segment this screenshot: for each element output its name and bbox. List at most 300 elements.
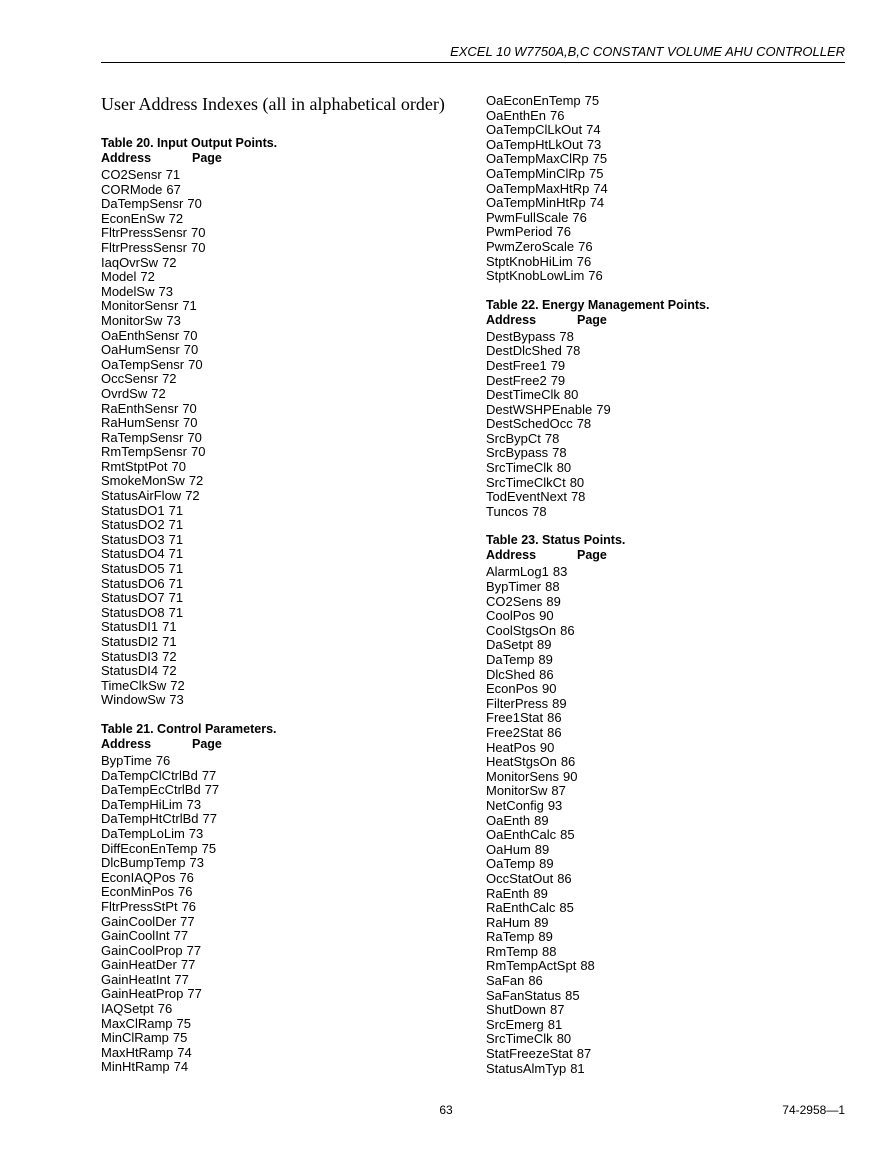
index-entry xyxy=(101,416,451,431)
table-title: Table 20. Input Output Points. xyxy=(101,136,278,150)
entry-address: DestTimeClk xyxy=(486,387,560,403)
entry-address: RaEnthSensr xyxy=(101,400,179,416)
table-header xyxy=(486,548,846,563)
entry-address: IAQSetpt xyxy=(101,1001,154,1017)
index-entry xyxy=(486,638,846,653)
index-entry xyxy=(101,168,451,183)
index-entry xyxy=(486,784,846,799)
index-entry xyxy=(486,1018,846,1033)
table-header xyxy=(101,151,451,166)
entry-address: SrcEmerg xyxy=(486,1016,544,1032)
entry-page: 77 xyxy=(201,767,217,783)
left-column xyxy=(101,136,451,1089)
index-entry xyxy=(101,987,451,1002)
entry-address: MinHtRamp xyxy=(101,1059,170,1075)
index-entry xyxy=(101,343,451,358)
index-entry xyxy=(486,1003,846,1018)
index-entry xyxy=(486,565,846,580)
index-entry xyxy=(486,814,846,829)
entry-page: 70 xyxy=(182,400,197,416)
entry-page: 90 xyxy=(539,608,554,624)
entry-address: DaTempHiLim xyxy=(101,796,183,812)
entry-address: StatusAlmTyp xyxy=(486,1060,567,1076)
index-entry xyxy=(101,1017,451,1032)
index-entry xyxy=(486,624,846,639)
entry-address: CoolStgsOn xyxy=(486,622,557,638)
entry-address: RaEnthCalc xyxy=(486,900,556,916)
entry-page: 76 xyxy=(177,884,193,900)
entry-page: 70 xyxy=(183,342,199,358)
entry-page: 71 xyxy=(168,546,184,562)
page-column-header: Page xyxy=(577,548,607,563)
index-entry xyxy=(486,770,846,785)
index-entry xyxy=(101,387,451,402)
entry-address: OaTempMinHtRp xyxy=(486,195,586,211)
entry-page: 75 xyxy=(201,840,217,856)
entry-page: 70 xyxy=(190,239,206,255)
index-entry xyxy=(101,1060,451,1075)
index-entry xyxy=(486,330,846,345)
entry-address: IaqOvrSw xyxy=(101,254,159,270)
index-entry xyxy=(101,474,451,489)
entry-page: 74 xyxy=(589,195,605,211)
entry-address: SrcBypass xyxy=(486,445,549,461)
entry-address: GainHeatDer xyxy=(101,957,177,973)
entry-page: 89 xyxy=(538,652,553,667)
entry-page: 87 xyxy=(549,1002,565,1018)
entry-address: NetConfig xyxy=(486,797,544,813)
entry-address: PwmFullScale xyxy=(486,209,569,225)
entry-address: TodEventNext xyxy=(486,489,567,505)
entry-address: RmTempSensr xyxy=(101,444,187,460)
entry-address: GainCoolDer xyxy=(101,913,177,929)
index-entry xyxy=(101,372,451,387)
entry-address: MinClRamp xyxy=(101,1030,169,1046)
index-entry xyxy=(486,476,846,491)
entry-address: StatusDO5 xyxy=(101,561,165,577)
index-entry xyxy=(486,461,846,476)
entry-address: OaEconEnTemp xyxy=(486,93,581,108)
entry-address: HeatPos xyxy=(486,739,536,755)
index-entry xyxy=(486,432,846,447)
entry-address: DaTempEcCtrlBd xyxy=(101,782,201,798)
entry-address: StatusDO4 xyxy=(101,546,165,562)
index-entry xyxy=(101,679,451,694)
index-entry xyxy=(486,505,846,520)
entry-page: 79 xyxy=(550,357,566,373)
index-entry xyxy=(486,446,846,461)
table-22 xyxy=(486,298,846,520)
entry-page: 75 xyxy=(592,151,608,167)
index-entry xyxy=(486,240,846,255)
index-entry xyxy=(101,754,451,769)
entry-page: 80 xyxy=(563,387,579,403)
table-20 xyxy=(101,136,451,708)
entry-address: SaFanStatus xyxy=(486,987,562,1003)
index-entry xyxy=(101,197,451,212)
entry-page: 75 xyxy=(588,165,604,181)
index-entry xyxy=(486,490,846,505)
entry-address: StatusDO6 xyxy=(101,575,165,591)
entry-page: 90 xyxy=(562,768,578,784)
entry-address: BypTimer xyxy=(486,579,542,595)
index-entry xyxy=(101,664,451,679)
entry-page: 76 xyxy=(556,224,571,240)
document-number: 74-2958—1 xyxy=(782,1103,845,1117)
index-entry xyxy=(486,167,846,182)
entry-page: 79 xyxy=(596,401,611,417)
entry-address: DaTempLoLim xyxy=(101,825,185,841)
index-entry xyxy=(101,460,451,475)
entry-address: OaEnthEn xyxy=(486,107,546,123)
entry-page: 87 xyxy=(576,1046,592,1062)
entry-page: 78 xyxy=(544,430,560,446)
entry-address: OccSensr xyxy=(101,371,159,387)
index-entry xyxy=(486,211,846,226)
index-entry xyxy=(486,697,846,712)
index-entry xyxy=(486,388,846,403)
index-entry xyxy=(101,798,451,813)
entry-address: CO2Sens xyxy=(486,593,543,609)
index-entry xyxy=(101,693,451,708)
entry-address: StatusDI2 xyxy=(101,634,159,649)
entry-page: 76 xyxy=(181,898,197,914)
index-entry xyxy=(486,857,846,872)
entry-page: 76 xyxy=(550,107,565,123)
entry-page: 86 xyxy=(547,724,562,740)
index-entry xyxy=(486,182,846,197)
entry-address: HeatStgsOn xyxy=(486,754,557,770)
entry-page: 86 xyxy=(560,622,575,638)
entry-page: 89 xyxy=(539,856,554,872)
entry-page: 71 xyxy=(168,517,184,533)
entry-address: ModelSw xyxy=(101,283,155,299)
entry-page: 70 xyxy=(183,327,198,343)
entry-address: StatusDI1 xyxy=(101,619,159,635)
running-header: EXCEL 10 W7750A,B,C CONSTANT VOLUME AHU CONTROLLER xyxy=(101,44,845,63)
entry-address: Tuncos xyxy=(486,503,529,519)
entry-address: Free1Stat xyxy=(486,710,544,726)
entry-address: CO2Sensr xyxy=(101,167,162,182)
entry-address: RmTempActSpt xyxy=(486,958,577,974)
entry-page: 73 xyxy=(166,312,181,328)
entry-page: 72 xyxy=(162,663,177,679)
index-entry xyxy=(486,1032,846,1047)
entry-page: 71 xyxy=(168,531,184,547)
index-entry xyxy=(486,1062,846,1077)
entry-page: 87 xyxy=(551,783,566,799)
entry-address: StatusDO8 xyxy=(101,604,165,620)
entry-page: 88 xyxy=(545,579,560,595)
entry-address: SrcTimeClk xyxy=(486,1031,553,1047)
entry-page: 78 xyxy=(559,328,574,344)
index-entry xyxy=(101,606,451,621)
entry-page: 80 xyxy=(569,474,585,490)
entry-address: OaTemp xyxy=(486,856,536,872)
index-entry xyxy=(101,900,451,915)
entry-address: OaEnthCalc xyxy=(486,827,557,843)
index-entry xyxy=(486,959,846,974)
index-entry xyxy=(101,533,451,548)
table-title: Table 23. Status Points. xyxy=(486,533,626,548)
index-entry xyxy=(101,270,451,285)
entry-page: 77 xyxy=(187,986,202,1002)
index-entry xyxy=(486,755,846,770)
entry-address: StatusAirFlow xyxy=(101,488,182,504)
entry-address: AlarmLog1 xyxy=(486,564,549,580)
entry-page: 76 xyxy=(588,268,603,284)
index-entry xyxy=(486,1047,846,1062)
index-entry xyxy=(101,842,451,857)
entry-address: StatusDI3 xyxy=(101,648,159,664)
index-entry xyxy=(101,871,451,886)
index-entry xyxy=(486,945,846,960)
index-entry xyxy=(101,256,451,271)
index-entry xyxy=(486,344,846,359)
entry-address: MaxHtRamp xyxy=(101,1044,174,1060)
index-entry xyxy=(101,445,451,460)
entry-page: 76 xyxy=(179,869,194,885)
entry-address: DiffEconEnTemp xyxy=(101,840,198,856)
entry-address: EconIAQPos xyxy=(101,869,176,885)
entry-address: DestBypass xyxy=(486,328,556,344)
entry-address: DestDlcShed xyxy=(486,343,562,359)
entry-address: OaEnthSensr xyxy=(101,327,180,343)
entry-address: FltrPressSensr xyxy=(101,239,187,255)
entry-page: 85 xyxy=(565,987,580,1003)
index-entry xyxy=(486,843,846,858)
index-entry xyxy=(486,916,846,931)
entry-page: 70 xyxy=(190,225,206,241)
entry-page: 90 xyxy=(542,681,557,697)
index-entry xyxy=(101,885,451,900)
index-entry xyxy=(101,329,451,344)
entry-page: 89 xyxy=(538,929,553,945)
entry-address: MonitorSensr xyxy=(101,298,179,314)
index-entry xyxy=(486,741,846,756)
entry-address: MonitorSw xyxy=(101,312,163,328)
entry-page: 72 xyxy=(170,677,185,693)
index-entry xyxy=(101,944,451,959)
entry-page: 72 xyxy=(162,648,177,664)
index-entry xyxy=(101,620,451,635)
entry-page: 73 xyxy=(188,825,204,841)
entry-address: MonitorSens xyxy=(486,768,559,784)
index-entry xyxy=(101,504,451,519)
entry-page: 71 xyxy=(168,575,184,591)
entry-address: OaTempClLkOut xyxy=(486,122,583,138)
index-entry xyxy=(101,562,451,577)
table-21 xyxy=(101,722,451,1075)
index-entry xyxy=(486,609,846,624)
entry-address: OaTempHtLkOut xyxy=(486,136,583,152)
entry-page: 78 xyxy=(552,445,567,461)
entry-list xyxy=(101,754,451,1075)
entry-address: DaTempSensr xyxy=(101,196,184,212)
index-entry xyxy=(101,489,451,504)
entry-page: 89 xyxy=(534,812,549,828)
index-entry xyxy=(486,653,846,668)
index-entry xyxy=(101,402,451,417)
entry-page: 71 xyxy=(162,619,177,635)
entry-list xyxy=(486,565,846,1076)
index-entry xyxy=(101,518,451,533)
entry-page: 73 xyxy=(189,855,204,871)
entry-page: 76 xyxy=(157,1001,173,1017)
entry-address: RaTempSensr xyxy=(101,429,184,445)
entry-page: 71 xyxy=(168,561,184,577)
page-number: 63 xyxy=(439,1103,453,1117)
index-entry xyxy=(101,769,451,784)
index-entry xyxy=(101,1031,451,1046)
entry-page: 70 xyxy=(187,429,202,445)
entry-page: 77 xyxy=(180,913,195,929)
entry-page: 71 xyxy=(168,604,184,620)
index-entry xyxy=(101,577,451,592)
index-entry xyxy=(486,269,846,284)
index-entry xyxy=(101,1046,451,1061)
entry-page: 73 xyxy=(586,136,602,152)
entry-page: 80 xyxy=(556,1031,572,1047)
entry-address: OaTempMaxClRp xyxy=(486,151,589,167)
entry-page: 77 xyxy=(174,971,189,987)
entry-page: 85 xyxy=(560,827,575,843)
entry-page: 76 xyxy=(155,752,171,768)
entry-page: 74 xyxy=(177,1044,192,1060)
entry-address: FilterPress xyxy=(486,695,549,711)
index-entry xyxy=(101,635,451,650)
index-entry xyxy=(101,226,451,241)
page-column-header: Page xyxy=(577,312,607,327)
entry-page: 73 xyxy=(158,283,173,299)
index-entry xyxy=(486,580,846,595)
entry-address: OccStatOut xyxy=(486,870,554,886)
entry-address: OaTempMaxHtRp xyxy=(486,180,590,196)
entry-address: RaHum xyxy=(486,914,531,930)
address-column-header: Address xyxy=(486,548,537,563)
index-entry xyxy=(101,958,451,973)
index-entry xyxy=(486,726,846,741)
entry-page: 72 xyxy=(162,371,177,387)
index-entry xyxy=(101,431,451,446)
table-title: Table 22. Energy Management Points. xyxy=(486,297,710,312)
index-entry xyxy=(486,872,846,887)
entry-address: StatusDO3 xyxy=(101,531,165,547)
table-header xyxy=(101,737,451,752)
entry-page: 71 xyxy=(165,167,181,182)
index-entry xyxy=(486,123,846,138)
entry-page: 74 xyxy=(593,180,608,196)
entry-page: 70 xyxy=(187,196,202,212)
entry-page: 77 xyxy=(204,782,220,798)
entry-page: 83 xyxy=(552,564,568,580)
entry-page: 72 xyxy=(151,385,166,401)
entry-address: StptKnobHiLim xyxy=(486,253,573,269)
entry-page: 93 xyxy=(547,797,563,813)
entry-list xyxy=(101,168,451,708)
index-entry xyxy=(486,403,846,418)
entry-address: DaTemp xyxy=(486,652,535,667)
index-entry xyxy=(101,299,451,314)
index-entry xyxy=(486,417,846,432)
index-entry xyxy=(101,285,451,300)
index-entry xyxy=(486,930,846,945)
index-entry xyxy=(486,828,846,843)
entry-page: 73 xyxy=(186,796,202,812)
entry-address: PwmPeriod xyxy=(486,224,553,240)
entry-address: OaTempSensr xyxy=(101,356,185,372)
entry-page: 76 xyxy=(578,238,593,254)
index-entry xyxy=(486,109,846,124)
entry-address: DestFree2 xyxy=(486,372,547,388)
address-column-header: Address xyxy=(101,736,152,751)
entry-address: GainCoolProp xyxy=(101,942,183,958)
entry-page: 76 xyxy=(576,253,592,269)
entry-address: WindowSw xyxy=(101,692,166,708)
entry-address: RmtStptPot xyxy=(101,458,168,474)
index-entry xyxy=(101,915,451,930)
entry-address: GainCoolInt xyxy=(101,928,170,944)
entry-page: 89 xyxy=(534,841,550,857)
index-entry xyxy=(486,901,846,916)
index-entry xyxy=(486,225,846,240)
index-entry xyxy=(486,359,846,374)
index-entry xyxy=(101,1002,451,1017)
index-entry xyxy=(486,374,846,389)
entry-page: 74 xyxy=(586,122,601,138)
entry-page: 78 xyxy=(565,343,581,359)
page-column-header: Page xyxy=(192,151,222,165)
entry-address: GainHeatProp xyxy=(101,986,184,1002)
index-entry xyxy=(101,212,451,227)
entry-address: OaTempMinClRp xyxy=(486,165,585,181)
index-entry xyxy=(101,929,451,944)
index-entry xyxy=(101,856,451,871)
entry-address: StatusDO1 xyxy=(101,502,165,518)
right-column xyxy=(486,94,846,1090)
entry-page: 88 xyxy=(580,958,595,974)
entry-page: 74 xyxy=(173,1059,189,1075)
entry-address: StatusDO7 xyxy=(101,590,165,606)
entry-page: 73 xyxy=(169,692,184,708)
index-entry xyxy=(101,812,451,827)
table-header xyxy=(486,313,846,328)
entry-address: CORMode xyxy=(101,181,163,197)
entry-page: 86 xyxy=(547,710,562,726)
entry-address: SaFan xyxy=(486,973,525,989)
index-entry xyxy=(486,887,846,902)
entry-address: MaxClRamp xyxy=(101,1015,173,1031)
entry-page: 89 xyxy=(533,885,548,901)
entry-page: 75 xyxy=(172,1030,188,1046)
index-entry xyxy=(101,241,451,256)
entry-address: RaTemp xyxy=(486,929,535,945)
index-entry xyxy=(486,974,846,989)
entry-page: 86 xyxy=(539,666,554,682)
entry-address: EconEnSw xyxy=(101,210,165,226)
entry-address: MonitorSw xyxy=(486,783,548,799)
index-entry xyxy=(486,595,846,610)
entry-address: PwmZeroScale xyxy=(486,238,575,254)
entry-page: 89 xyxy=(536,637,552,653)
entry-address: RaHumSensr xyxy=(101,415,180,431)
entry-page: 70 xyxy=(171,458,186,474)
entry-address: StatusDI4 xyxy=(101,663,159,679)
entry-address: StatusDO2 xyxy=(101,517,165,533)
entry-address: SrcTimeClk xyxy=(486,460,553,476)
entry-address: DaSetpt xyxy=(486,637,533,653)
entry-page: 67 xyxy=(166,181,181,197)
